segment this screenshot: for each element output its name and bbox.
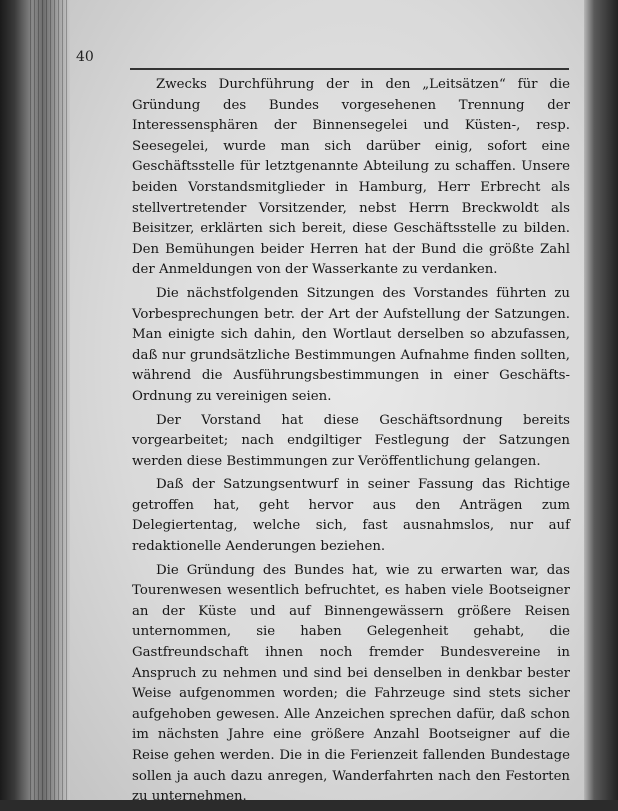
book-page-edges — [0, 0, 72, 800]
paragraph: Der Vorstand hat diese Geschäftsordnung bereits vorgearbeitet; nach endgiltiger Festlegung der Satzungen werden diese Bestimmungen zur Veröffentlichung gelangen. — [132, 412, 570, 469]
paragraph: Daß der Satzungsentwurf in seiner Fassung das Richtige getroffen hat, geht hervor aus den Anträgen zum Delegiertentag, welche sich, fast ausnahmslos, nur auf redaktionelle Aenderungen beziehen. — [132, 477, 570, 555]
page-number: 40 — [76, 49, 94, 65]
book-binding-shadow — [584, 0, 618, 800]
paragraph: Zwecks Durchführung der in den „Leitsätzen“ für die Gründung des Bundes vorgesehenen Trennung der Interessensphären der Binnensegelei und Küsten-, resp. Seesegelei, wurde man sich darüber einig, sofort eine Geschäftsstelle für letztgenannte Abteilung zu schaffen. Unsere beiden Vorstandsmitglieder in Hamburg, Herr Erbrecht als stellvertretender Vorsitzender, nebst Herrn Breckwoldt als Beisitzer, erklärten sich bereit, diese Geschäftsstelle zu bilden. Den Bemühungen beider Herren hat der Bund die größte Zahl der Anmeldungen von der Wasserkante zu verdanken. — [132, 77, 570, 278]
header-rule — [130, 68, 569, 70]
page-edge-lines — [30, 0, 70, 800]
body-text — [132, 75, 570, 811]
paragraph: Die nächstfolgenden Sitzungen des Vorstandes führten zu Vorbesprechungen betr. der Art der Aufstellung der Satzungen. Man einigte sich dahin, den Wortlaut derselben so abzufassen, daß nur grundsätzliche Bestimmungen Aufnahme finden sollten, während die Ausführungsbestimmungen in einer Geschäfts-Ordnung zu vereinigen seien. — [132, 285, 570, 404]
paragraph: Die Gründung des Bundes hat, wie zu erwarten war, das Tourenwesen wesentlich befruchtet, es haben viele Bootseigner an der Küste und auf Binnengewässern größere Reisen unternommen, sie haben Gelegenheit gehabt, die Gastfreundschaft ihnen noch fremder Bundesvereine in Anspruch zu nehmen und sind bei denselben in denkbar bester Weise aufgenommen worden; die Fahrzeuge sind stets sicher aufgehoben gewesen. Alle Anzeichen sprechen dafür, daß schon im nächsten Jahre eine größere Anzahl Bootseigner auf die Reise gehen werden. Die in die Ferienzeit fallenden Bundestage sollen ja auch dazu anregen, Wanderfahrten nach den Festorten zu unternehmen. — [132, 562, 570, 805]
